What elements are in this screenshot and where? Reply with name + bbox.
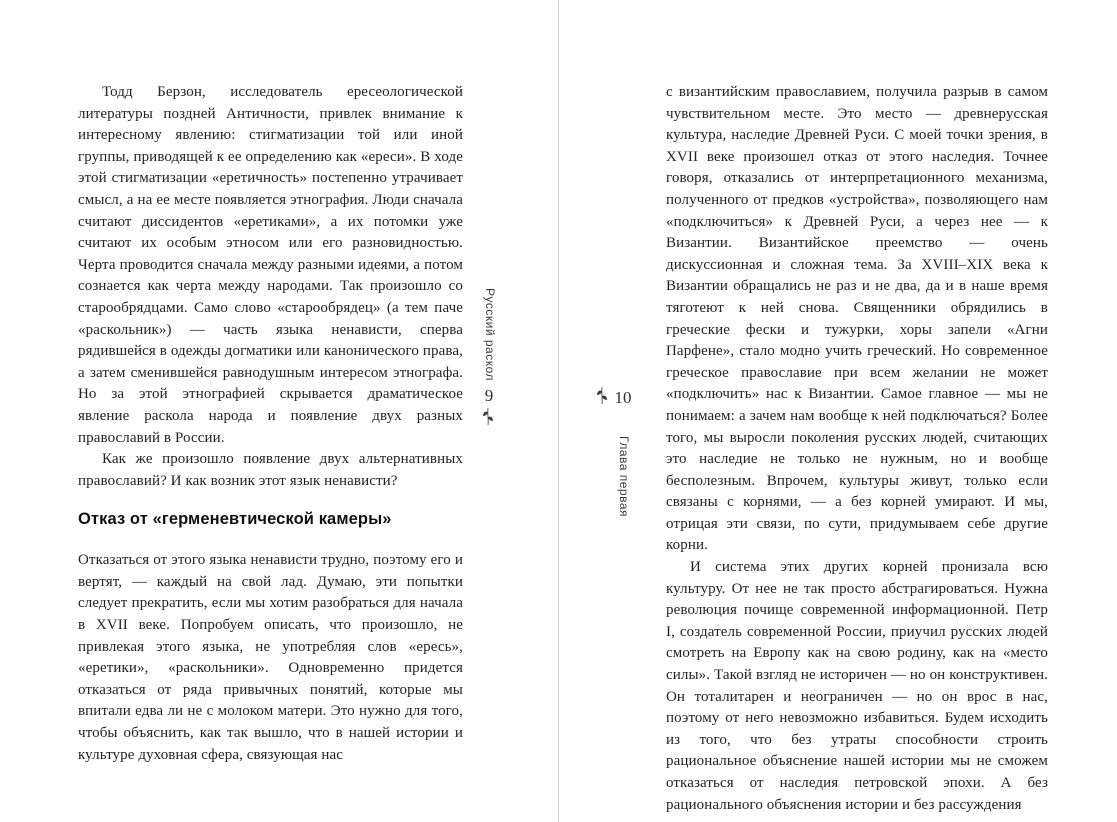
page-number-left: 9	[484, 386, 494, 405]
running-title-right: Глава первая	[617, 436, 631, 518]
running-title-left: Русский раскол	[483, 288, 497, 382]
paragraph: Как же произошло появление двух альтернативных православий? И как возник этот язык ненависти?	[78, 451, 463, 489]
paragraph: И система этих других корней пронизала всю культуру. От нее не так просто абстрагироваться. Нужна революция почище современной информационной. Петр I, создатель современной России, приучил русских людей смотреть на Европу как на свою родину, как на «место силы». Такой взгляд не историчен — но он конструктивен. Он тоталитарен и неограничен — но он врос в нас, поэтому от него невозможно избавиться. Будем исходить из того, что без утраты способности строить рациональное объяснение нашей истории мы не сможем отказаться от наследия петровской эпохи. А без рационального объяснения истории и без рассуждения	[666, 559, 1048, 813]
leaf-sprig-ornament-icon	[481, 406, 495, 427]
paragraph: с византийским православием, получила разрыв в самом чувствительном месте. Это место — древнерусская культура, наследие Древней Руси. С моей точки зрения, в XVII веке произошел отказ от этого наследия. Точнее говоря, отказались от интерпретационного механизма, полученного от предков «устройства», позволяющего нам «подключиться» к Древней Руси, а через нее — к Византии. Византийское преемство — очень дискуссионная и сложная тема. За XVIII–XIX века к Византии обращались не раз и не два, да и в наше время тяготеют к ней снова. Священники обрядились в греческие фески и тужурки, хоры запели «Агни Парфене», стало модно учить греческий. Но современное греческое православие при всем желании не может «подключить» нас к Византии. Самое главное — мы не понимаем: а зачем нам вообще к ней подключаться? Более того, мы выросли поколения русских людей, считающих это наследие не только не нужным, но и вообще бесполезным. Впрочем, культуры живут, только если связаны с корнями, — а без корней умирают. И мы, отрицая эти связи, по сути, придумываем себе другие корни.	[666, 84, 1048, 554]
paragraph: Тодд Берзон, исследователь ересеологической литературы поздней Античности, привлек внимание к интересному явлению: стигматизации той или иной группы, приводящей к ее определению как «ереси». В ходе этой стигматизации «еретичность» постепенно утрачивает смысл, а на ее месте появляется этнография. Люди сначала считают диссидентов «еретиками», а их потомки уже считают их особым этносом или его разновидностью. Черта проводится сначала между разными идеями, а потом сознается как черта между народами. Так произошло со старообрядцами. Само слово «старообрядец» (а тем паче «раскольник») — часть языка ненависти, сперва рядившейся в одежды догматики или канонического права, а затем сменившейся равнодушным интересом этнографа. Но за этой этнографией скрывается драматическое явление раскола народа и появление двух разных православий в России.	[78, 84, 463, 446]
leaf-sprig-ornament-icon	[595, 385, 609, 406]
page-number-right: 10	[614, 388, 632, 407]
page-divider	[558, 0, 559, 822]
left-page-text	[78, 82, 463, 766]
paragraph: Отказаться от этого языка ненависти трудно, поэтому его и вертят, — каждый на свой лад. Думаю, эти попытки следует прекратить, если мы хотим разобраться для начала в XVII веке. Попробуем описать, что произошло, не привлекая этого языка, не употребляя слов «ересь», «еретики», «раскольники». Одновременно придется отказаться от ряда привычных понятий, которые мы впитали едва ли не с молоком матери. Это нужно для того, чтобы объяснить, как так вышло, что в нашей истории и культуре духовная сфера, связующая нас	[78, 552, 463, 763]
right-page-text	[666, 82, 1048, 816]
section-heading: Отказ от «герменевтической камеры»	[78, 510, 392, 529]
